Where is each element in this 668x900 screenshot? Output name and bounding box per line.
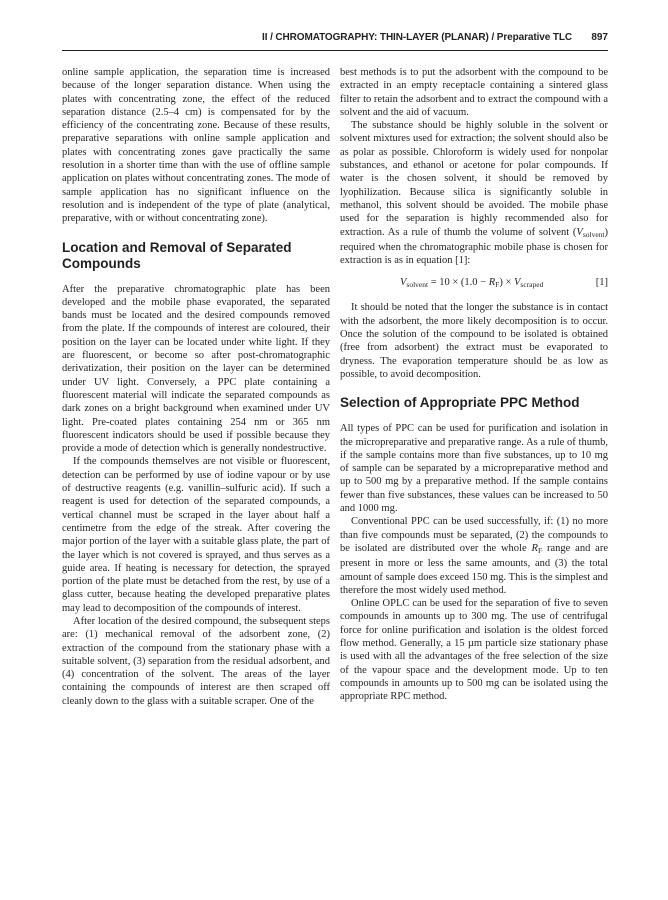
equation-text: ) × bbox=[499, 277, 514, 289]
paragraph-with-symbol bbox=[340, 515, 608, 597]
subscript: F bbox=[537, 545, 543, 555]
text-run: The substance should be highly soluble in the solvent or solvent mixtures used for extraction; the solvent should also be as polar as possible. Chloroform is widely used for nonpolar substances, and ethanol or acetone for polar compounds. If water is the chosen solvent, it should be removed by lyophilization. Because silica is significantly soluble in methanol, this solvent should be avoided. The mobile phase used for the separation is highly recommended also for extraction. As a rule of thumb the volume of solvent ( bbox=[340, 120, 608, 238]
paragraph: If the compounds themselves are not visible or fluorescent, detection can be performed by use of iodine vapour or by use of destructive reagents (e.g. vanillin–sulfuric acid). If such a reagent is used for detection of the separated compounds, a vertical channel must be scraped in the layer about half a centimetre from the edge of the streak. After covering the major portion of the layer with a suitable glass plate, the part of the layer which is not covered is sprayed, and thus serves as a guide area. If heating is necessary for detection, the sprayed portion of the plate must be detached from the rest, by use of a glass cutter, because heating the developed preparative plates may lead to decomposition of the compounds of interest. bbox=[62, 456, 330, 614]
equation-body bbox=[400, 276, 543, 291]
paragraph: online sample application, the separation time is increased because of the longer separation distance. When using the plates with concentrating zone, the effect of the reduced separation distance (2.5–4 cm) is compensated for by the efficiency of the concentrating zone. Because of these results, preparative separations with online sample application and plates with concentrating zones gave practically the same resolution in a shorter time than with the use of offline sample application on plates without concentrating zones. The mode of sample application has no significant influence on the resolution and is independent of the type of plate (analytical, preparative, with or without concentrating zone). bbox=[62, 67, 330, 225]
symbol-r: R bbox=[531, 542, 538, 554]
page-number: 897 bbox=[591, 32, 608, 43]
equation-number: [1] bbox=[595, 277, 608, 289]
paragraph: best methods is to put the adsorbent with the compound to be extracted in an empty receptacle containing a sintered glass filter to retain the adsorbent and to extract the compound with a solvent and the aid of vacuum. bbox=[340, 67, 608, 118]
subscript: solvent bbox=[406, 280, 429, 290]
right-column bbox=[340, 66, 608, 703]
text-run: range and are present in more or less the same amounts, and (3) the total amount of sample does exceed 150 mg. This is the simplest and therefore the most widely used method. bbox=[340, 542, 609, 596]
paragraph: After location of the desired compound, the subsequent steps are: (1) mechanical removal of the adsorbent zone, (2) extraction of the compound from the stationary phase with a suitable solvent, (3) separation from the residual adsorbent, and (4) concentration of the solvent. The areas of the layer containing the compounds of interest are then scraped off cleanly down to the glass with a suitable scraper. One of the bbox=[62, 615, 330, 707]
paragraph: It should be noted that the longer the substance is in contact with the adsorbent, the more likely decomposition is to occur. Once the solution of the compound to be isolated is obtained (free from adsorbent) the extract must be evaporated to dryness. The evaporation temperature should be as low as possible, to avoid decomposition. bbox=[340, 302, 608, 380]
subscript: solvent bbox=[582, 229, 605, 239]
symbol-v: V bbox=[400, 277, 407, 289]
symbol-r: R bbox=[488, 277, 496, 289]
section-heading-selection-method: Selection of Appropriate PPC Method bbox=[340, 395, 580, 411]
text-run: ) required when the chromatographic mobile phase is chosen for extraction is as in equation [1]: bbox=[340, 226, 608, 267]
running-header bbox=[62, 30, 608, 51]
paragraph: Online OPLC can be used for the separation of five to seven compounds in amounts up to 300 mg. The use of centrifugal force for online purification and isolation is the oldest forced flow method. Generally, a 15 µm particle size stationary phase is used with all the advantages of the free selection of the size of the vapour space and the development mode. Up to ten compounds in amounts up to 500 mg can be isolated using the appropriate RPC method. bbox=[340, 598, 608, 703]
subscript: scraped bbox=[520, 280, 544, 290]
left-column bbox=[62, 66, 330, 708]
paragraph-with-symbol bbox=[340, 119, 608, 267]
subscript: F bbox=[495, 280, 500, 290]
running-header-title: II / CHROMATOGRAPHY: THIN-LAYER (PLANAR) / Preparative TLC bbox=[262, 32, 572, 43]
text-run: Conventional PPC can be used successfully, if: (1) no more than five compounds must be separated, (2) the compounds to be isolated are distributed over the whole bbox=[340, 516, 608, 554]
equation-1 bbox=[340, 271, 608, 295]
paragraph: All types of PPC can be used for purification and isolation in the micropreparative and preparative range. As a rule of thumb, if the sample contains more than five substances, up to 10 mg of sample can be separated by a micropreparative method and up to 500 mg by a preparative method. If the sample contains fewer than five substances, these values can be increased to 50 and 1000 mg. bbox=[340, 423, 608, 515]
section-heading-location-removal: Location and Removal of Separated Compounds bbox=[62, 239, 292, 271]
equation-text: = 10 × (1.0 − bbox=[428, 277, 489, 289]
paragraph: After the preparative chromatographic plate has been developed and the mobile phase evaporated, the separated bands must be located and the desired compounds removed from the plate. If the compounds of interest are coloured, their position on the layer can be located under white light. If they are fluorescent, or become so after post-chromatographic derivatization, their position on the layer can be determined under UV light. Conversely, a PPC plate containing a fluorescent material will indicate the separated compounds as dark zones on a bright background when examined under UV light. Pre-coated plates containing 254 nm or 365 nm fluorescent indicators should be used if possible because they provide a mode of detection which is generally nondestructive. bbox=[62, 283, 330, 455]
symbol-v: V bbox=[514, 277, 521, 289]
symbol-v: V bbox=[576, 226, 583, 238]
